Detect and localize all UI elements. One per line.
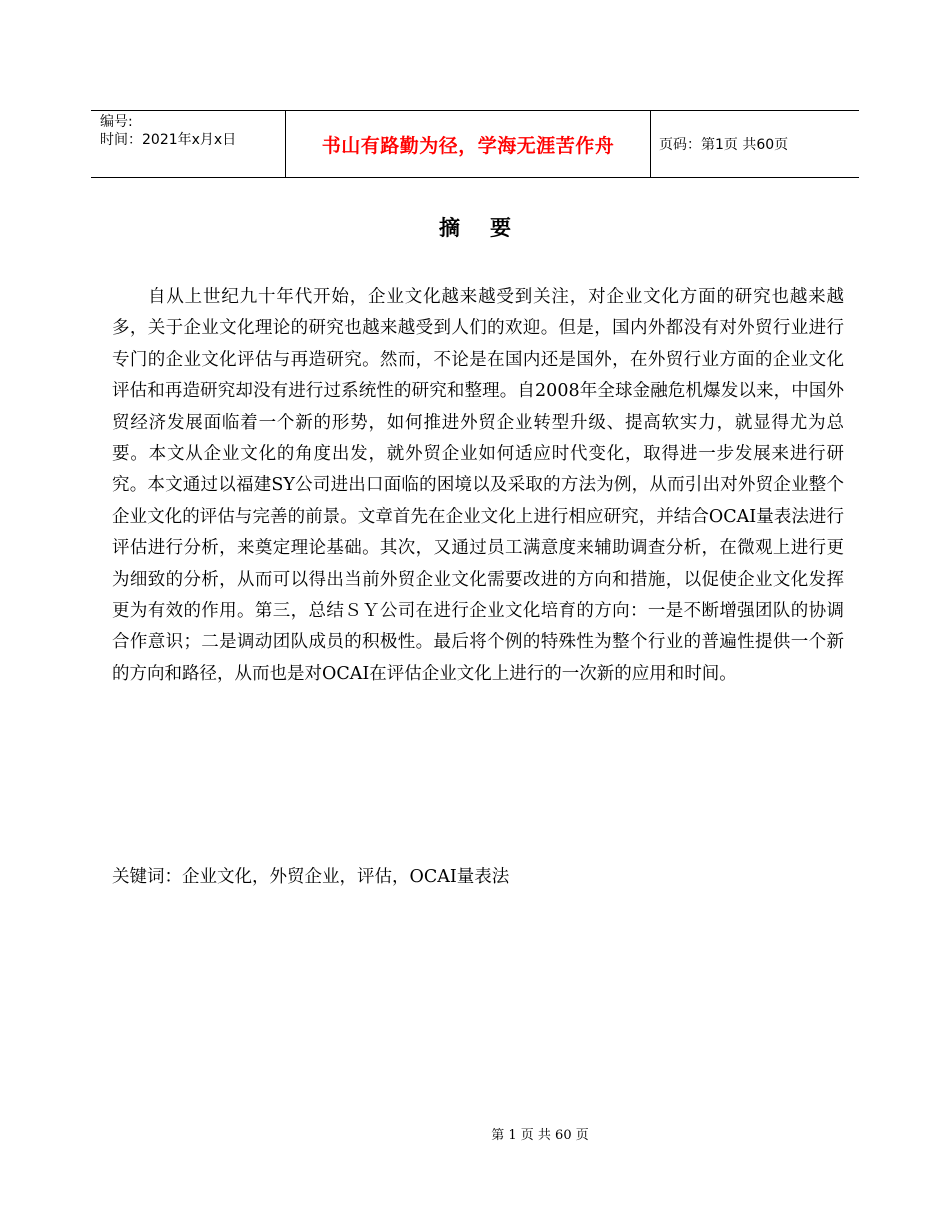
time-label: 时间：2021年x月x日: [100, 132, 237, 148]
page-footer: 第 1 页 共 60 页: [491, 1128, 589, 1143]
keywords-line: 关键词：企业文化，外贸企业，评估，OCAI量表法: [112, 867, 510, 887]
abstract-title: 摘要: [439, 215, 541, 240]
page-header: [91, 110, 859, 178]
header-motto: 书山有路勤为径，学海无涯苦作舟: [286, 111, 651, 177]
abstract-body: 自从上世纪九十年代开始，企业文化越来越受到关注，对企业文化方面的研究也越来越多，关于企业文化理论的研究也越来越受到人们的欢迎。但是，国内外都没有对外贸行业进行专门的企业文化评估与再造研究。然而，不论是在国内还是国外，在外贸行业方面的企业文化评估和再造研究却没有进行过系统性的研究和整理。自2008年全球金融危机爆发以来，中国外贸经济发展面临着一个新的形势，如何推进外贸企业转型升级、提高软实力，就显得尤为总要。本文从企业文化的角度出发，就外贸企业如何适应时代变化，取得进一步发展来进行研究。本文通过以福建SY公司进出口面临的困境以及采取的方法为例，从而引出对外贸企业整个企业文化的评估与完善的前景。文章首先在企业文化上进行相应研究，并结合OCAI量表法进行评估进行分析，来奠定理论基础。其次，又通过员工满意度来辅助调查分析，在微观上进行更为细致的分析，从而可以得出当前外贸企业文化需要改进的方向和措施，以促使企业文化发挥更为有效的作用。第三，总结ＳＹ公司在进行企业文化培育的方向：一是不断增强团队的协调合作意识；二是调动团队成员的积极性。最后将个例的特殊性为整个行业的普遍性提供一个新的方向和路径，从而也是对OCAI在评估企业文化上进行的一次新的应用和时间。: [112, 287, 844, 684]
number-label: 编号:: [100, 114, 133, 130]
header-page-info: 页码：第1页 共60页: [659, 137, 789, 153]
header-meta: [91, 111, 286, 177]
